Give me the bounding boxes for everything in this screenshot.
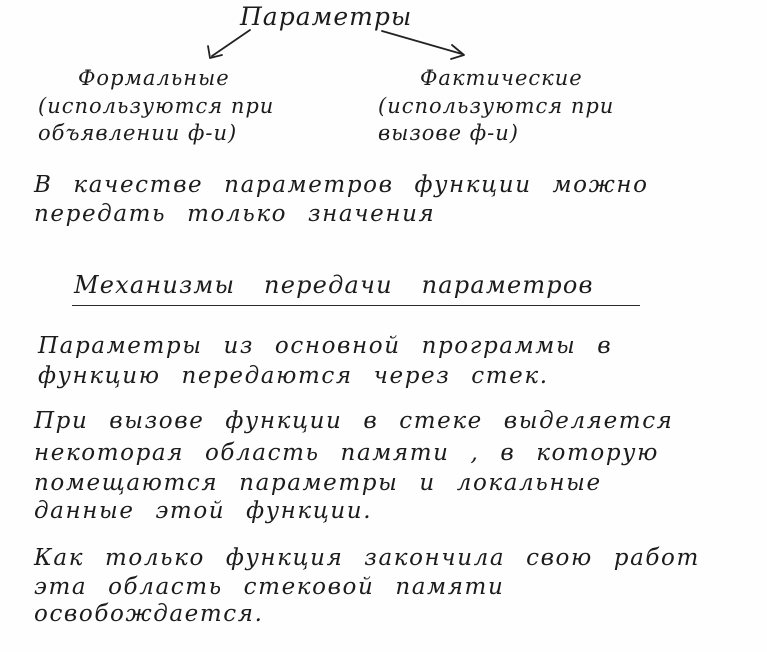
note-line-2: передать только значения [34, 201, 436, 227]
para2-line-4: данные этой функции. [34, 498, 373, 524]
para1-line-1: Параметры из основной программы в [38, 333, 613, 359]
arrow-left [212, 30, 250, 56]
para3-line-3: освобождается. [34, 601, 264, 627]
actual-heading: Фактические [420, 66, 583, 90]
para2-line-2: некоторая область памяти , в которую [34, 440, 659, 466]
arrow-left-head [208, 46, 222, 58]
para1-line-2: функцию передаются через стек. [38, 363, 549, 389]
actual-line-1: (используются при [378, 94, 615, 118]
page-title: Параметры [240, 2, 413, 31]
formal-line-1: (используются при [38, 94, 275, 118]
formal-line-2: объявлении ф-и) [38, 121, 238, 145]
note-line-1: В качестве параметров функции можно [34, 172, 649, 198]
para2-line-1: При вызове функции в стеке выделяется [34, 408, 674, 434]
para3-line-1: Как только функция закончила свою работ [34, 545, 700, 571]
section-heading-underline [72, 305, 640, 306]
section-heading: Механизмы передачи параметров [74, 271, 594, 299]
arrow-right [382, 31, 462, 54]
actual-line-2: вызове ф-и) [378, 121, 519, 145]
formal-heading: Формальные [78, 66, 230, 90]
para2-line-3: помещаются параметры и локальные [34, 470, 602, 496]
para3-line-2: эта область стековой памяти [34, 574, 505, 600]
